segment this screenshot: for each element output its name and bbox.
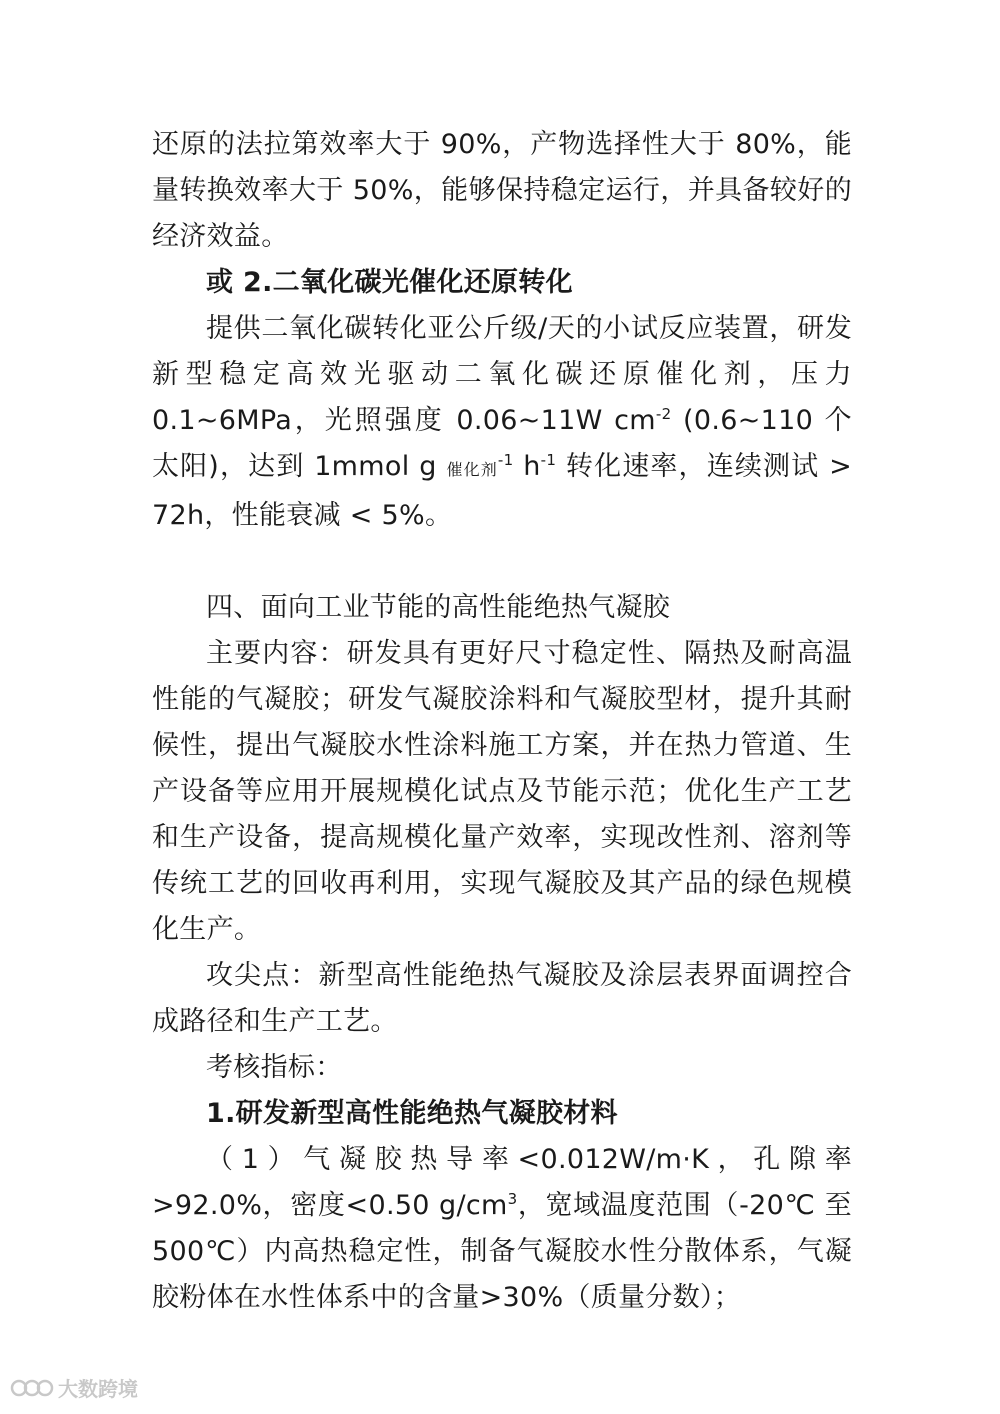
paragraph-photocatalysis <box>152 306 852 539</box>
indicator-heading: 1.研发新型高性能绝热气凝胶材料 <box>206 1098 618 1129</box>
indicators-label: 考核指标： <box>206 1052 343 1083</box>
superscript: -2 <box>655 405 672 423</box>
paragraph-main-content: 主要内容：研发具有更好尺寸稳定性、隔热及耐高温性能的气凝胶；研发气凝胶涂料和气凝胶型材，提升其耐候性，提出气凝胶水性涂料施工方案，并在热力管道、生产设备等应用开展规模化试点及节能示范；优化生产工艺和生产设备，提高规模化量产效率，实现改性剂、溶剂等传统工艺的回收再利用，实现气凝胶及其产品的绿色规模化生产。 <box>152 638 852 945</box>
alt-heading-photocatalysis: 或 2.二氧化碳光催化还原转化 <box>206 267 573 298</box>
superscript: 3 <box>507 1190 518 1208</box>
text-segment: h <box>513 451 541 482</box>
watermark <box>10 1373 138 1402</box>
paragraph-indicator-1 <box>152 1137 852 1321</box>
text-segment: (0.6~110 个太阳)，达到 1mmol g <box>152 405 852 482</box>
document-body <box>152 122 852 1321</box>
section-title: 四、面向工业节能的高性能绝热气凝胶 <box>206 592 671 623</box>
watermark-logo-icon <box>10 1377 54 1399</box>
text-segment: 提供二氧化碳转化亚公斤级/天的小试反应装置，研发新型稳定高效光驱动二氧化碳还原催化剂，压力 0.1~6MPa，光照强度 0.06~11W cm <box>152 313 852 436</box>
subscript-label: 催化剂 <box>446 460 498 479</box>
watermark-text: 大数跨境 <box>58 1377 138 1401</box>
superscript: -1 <box>540 451 557 469</box>
paragraph-key-point: 攻尖点：新型高性能绝热气凝胶及涂层表界面调控合成路径和生产工艺。 <box>152 960 852 1037</box>
text-segment: ，宽域温度范围（-20℃ 至 500℃）内高热稳定性，制备气凝胶水性分散体系，气凝胶粉体在水性体系中的含量>30%（质量分数）； <box>152 1190 852 1313</box>
paragraph-efficiency: 还原的法拉第效率大于 90%，产物选择性大于 80%，能量转换效率大于 50%，能够保持稳定运行，并具备较好的经济效益。 <box>152 129 852 252</box>
text-segment: 转化速率，连续测试 > 72h，性能衰减 < 5%。 <box>152 451 852 531</box>
text-segment: （1）气凝胶热导率<0.012W/m·K，孔隙率>92.0%，密度<0.50 g/cm <box>152 1144 852 1221</box>
spacer <box>152 539 852 585</box>
superscript: -1 <box>497 451 514 469</box>
